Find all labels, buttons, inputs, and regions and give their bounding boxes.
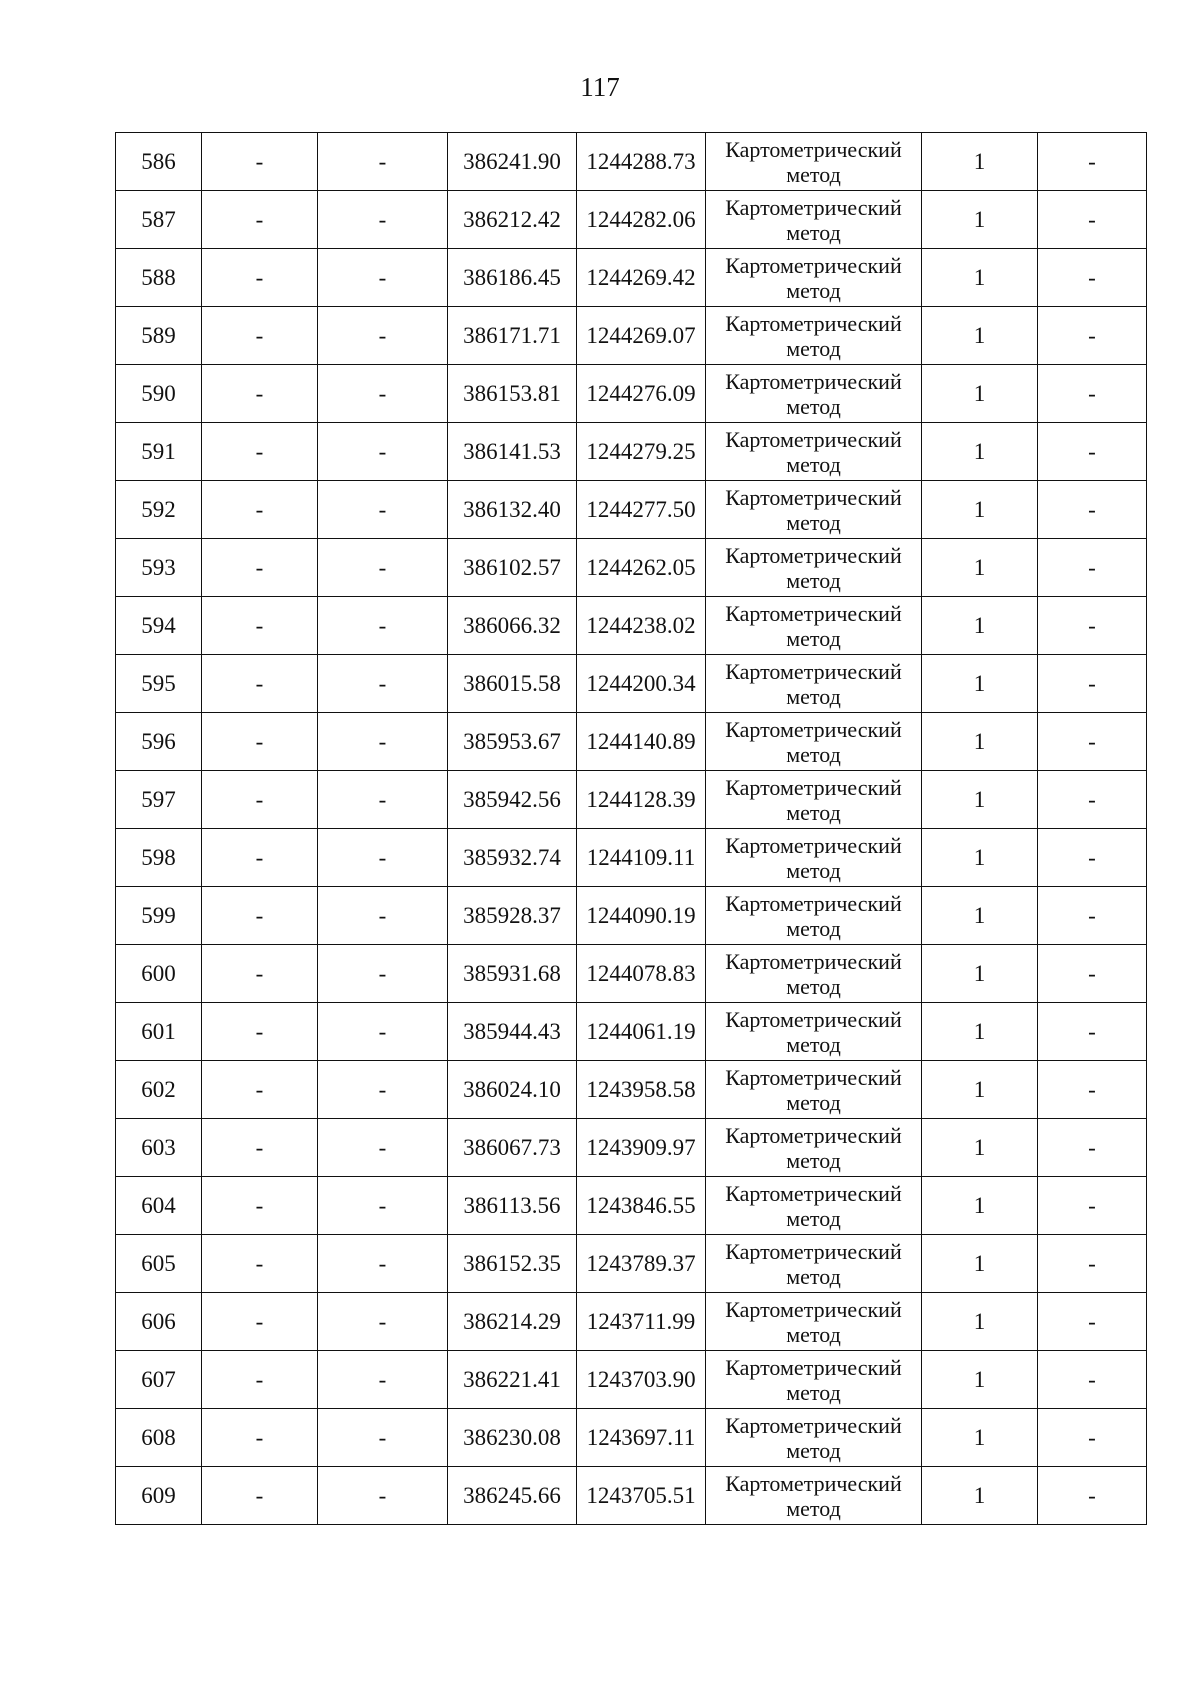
- table-row: [116, 423, 1147, 481]
- empty-dash-cell: -: [1038, 1177, 1147, 1235]
- coordinate-y-cell: 1243711.99: [577, 1293, 706, 1351]
- method-text-line2: метод: [786, 335, 841, 361]
- empty-dash-cell: -: [202, 1293, 318, 1351]
- empty-dash-cell: -: [202, 481, 318, 539]
- empty-dash-cell: -: [318, 539, 448, 597]
- coordinate-x-cell: 386230.08: [448, 1409, 577, 1467]
- empty-dash-cell: -: [318, 481, 448, 539]
- accuracy-cell: 1: [922, 713, 1038, 771]
- coordinate-x-cell: 385953.67: [448, 713, 577, 771]
- empty-dash-cell: -: [1038, 423, 1147, 481]
- empty-dash-cell: -: [318, 1409, 448, 1467]
- coordinate-x-cell: 386212.42: [448, 191, 577, 249]
- table-row: [116, 365, 1147, 423]
- point-number-cell: 607: [116, 1351, 202, 1409]
- empty-dash-cell: -: [318, 829, 448, 887]
- coordinate-y-cell: 1244109.11: [577, 829, 706, 887]
- method-text-line1: Картометрический: [725, 194, 902, 220]
- table-row: [116, 1235, 1147, 1293]
- coordinate-y-cell: 1243697.11: [577, 1409, 706, 1467]
- method-text-line2: метод: [786, 741, 841, 767]
- accuracy-cell: 1: [922, 539, 1038, 597]
- empty-dash-cell: -: [202, 191, 318, 249]
- method-cell: [706, 539, 922, 597]
- empty-dash-cell: -: [202, 829, 318, 887]
- accuracy-cell: 1: [922, 1351, 1038, 1409]
- coordinate-x-cell: 386221.41: [448, 1351, 577, 1409]
- table-row: [116, 655, 1147, 713]
- coordinate-x-cell: 386171.71: [448, 307, 577, 365]
- coordinate-y-cell: 1244276.09: [577, 365, 706, 423]
- method-text-line2: метод: [786, 1379, 841, 1405]
- empty-dash-cell: -: [1038, 829, 1147, 887]
- empty-dash-cell: -: [202, 423, 318, 481]
- point-number-cell: 606: [116, 1293, 202, 1351]
- point-number-cell: 589: [116, 307, 202, 365]
- empty-dash-cell: -: [318, 249, 448, 307]
- empty-dash-cell: -: [202, 713, 318, 771]
- method-text-line1: Картометрический: [725, 832, 902, 858]
- accuracy-cell: 1: [922, 1467, 1038, 1525]
- coordinate-y-cell: 1244262.05: [577, 539, 706, 597]
- accuracy-cell: 1: [922, 481, 1038, 539]
- empty-dash-cell: -: [202, 1177, 318, 1235]
- method-text-line1: Картометрический: [725, 1064, 902, 1090]
- method-text-line2: метод: [786, 915, 841, 941]
- method-text-line1: Картометрический: [725, 310, 902, 336]
- table-body: [116, 133, 1147, 1525]
- empty-dash-cell: -: [202, 307, 318, 365]
- coordinate-x-cell: 386186.45: [448, 249, 577, 307]
- point-number-cell: 603: [116, 1119, 202, 1177]
- coordinate-y-cell: 1244128.39: [577, 771, 706, 829]
- method-cell: [706, 307, 922, 365]
- accuracy-cell: 1: [922, 1177, 1038, 1235]
- coordinate-y-cell: 1243846.55: [577, 1177, 706, 1235]
- point-number-cell: 594: [116, 597, 202, 655]
- empty-dash-cell: -: [1038, 1409, 1147, 1467]
- table-row: [116, 133, 1147, 191]
- coordinate-x-cell: 386067.73: [448, 1119, 577, 1177]
- accuracy-cell: 1: [922, 1409, 1038, 1467]
- table-row: [116, 945, 1147, 1003]
- method-cell: [706, 133, 922, 191]
- empty-dash-cell: -: [318, 713, 448, 771]
- table-row: [116, 191, 1147, 249]
- empty-dash-cell: -: [1038, 945, 1147, 1003]
- method-text-line1: Картометрический: [725, 484, 902, 510]
- coordinate-x-cell: 386141.53: [448, 423, 577, 481]
- table-row: [116, 1467, 1147, 1525]
- accuracy-cell: 1: [922, 1293, 1038, 1351]
- coordinate-x-cell: 386153.81: [448, 365, 577, 423]
- method-text-line1: Картометрический: [725, 1412, 902, 1438]
- empty-dash-cell: -: [1038, 1235, 1147, 1293]
- empty-dash-cell: -: [202, 1061, 318, 1119]
- coordinate-x-cell: 385931.68: [448, 945, 577, 1003]
- accuracy-cell: 1: [922, 249, 1038, 307]
- method-cell: [706, 1409, 922, 1467]
- empty-dash-cell: -: [1038, 597, 1147, 655]
- point-number-cell: 602: [116, 1061, 202, 1119]
- coordinate-x-cell: 385944.43: [448, 1003, 577, 1061]
- coordinate-x-cell: 386024.10: [448, 1061, 577, 1119]
- coordinate-y-cell: 1243789.37: [577, 1235, 706, 1293]
- method-text-line2: метод: [786, 857, 841, 883]
- method-cell: [706, 1467, 922, 1525]
- method-text-line1: Картометрический: [725, 1296, 902, 1322]
- method-text-line1: Картометрический: [725, 948, 902, 974]
- coordinate-x-cell: 386102.57: [448, 539, 577, 597]
- accuracy-cell: 1: [922, 945, 1038, 1003]
- point-number-cell: 592: [116, 481, 202, 539]
- point-number-cell: 593: [116, 539, 202, 597]
- empty-dash-cell: -: [318, 1003, 448, 1061]
- table-row: [116, 1351, 1147, 1409]
- table-row: [116, 771, 1147, 829]
- method-text-line2: метод: [786, 1321, 841, 1347]
- method-cell: [706, 1351, 922, 1409]
- empty-dash-cell: -: [202, 945, 318, 1003]
- method-cell: [706, 655, 922, 713]
- empty-dash-cell: -: [1038, 713, 1147, 771]
- coordinate-x-cell: 386132.40: [448, 481, 577, 539]
- coordinate-y-cell: 1244078.83: [577, 945, 706, 1003]
- coordinate-y-cell: 1244269.42: [577, 249, 706, 307]
- empty-dash-cell: -: [1038, 307, 1147, 365]
- table-row: [116, 887, 1147, 945]
- coordinate-x-cell: 385932.74: [448, 829, 577, 887]
- empty-dash-cell: -: [202, 597, 318, 655]
- point-number-cell: 597: [116, 771, 202, 829]
- method-cell: [706, 887, 922, 945]
- empty-dash-cell: -: [1038, 539, 1147, 597]
- empty-dash-cell: -: [318, 655, 448, 713]
- table-row: [116, 597, 1147, 655]
- coordinate-x-cell: 385928.37: [448, 887, 577, 945]
- accuracy-cell: 1: [922, 133, 1038, 191]
- point-number-cell: 586: [116, 133, 202, 191]
- method-text-line2: метод: [786, 973, 841, 999]
- coordinate-x-cell: 385942.56: [448, 771, 577, 829]
- empty-dash-cell: -: [1038, 365, 1147, 423]
- empty-dash-cell: -: [318, 133, 448, 191]
- point-number-cell: 596: [116, 713, 202, 771]
- method-text-line1: Картометрический: [725, 1470, 902, 1496]
- method-text-line1: Картометрический: [725, 658, 902, 684]
- coordinate-y-cell: 1243958.58: [577, 1061, 706, 1119]
- point-number-cell: 591: [116, 423, 202, 481]
- empty-dash-cell: -: [1038, 1003, 1147, 1061]
- method-text-line2: метод: [786, 799, 841, 825]
- point-number-cell: 598: [116, 829, 202, 887]
- table-row: [116, 1061, 1147, 1119]
- method-text-line1: Картометрический: [725, 368, 902, 394]
- point-number-cell: 590: [116, 365, 202, 423]
- point-number-cell: 609: [116, 1467, 202, 1525]
- empty-dash-cell: -: [1038, 1351, 1147, 1409]
- method-text-line2: метод: [786, 1263, 841, 1289]
- coordinate-x-cell: 386015.58: [448, 655, 577, 713]
- coordinate-y-cell: 1244282.06: [577, 191, 706, 249]
- method-cell: [706, 1293, 922, 1351]
- method-text-line1: Картометрический: [725, 716, 902, 742]
- empty-dash-cell: -: [318, 1235, 448, 1293]
- method-text-line1: Картометрический: [725, 136, 902, 162]
- accuracy-cell: 1: [922, 887, 1038, 945]
- empty-dash-cell: -: [202, 1467, 318, 1525]
- accuracy-cell: 1: [922, 365, 1038, 423]
- empty-dash-cell: -: [202, 539, 318, 597]
- empty-dash-cell: -: [1038, 1061, 1147, 1119]
- method-text-line1: Картометрический: [725, 1354, 902, 1380]
- empty-dash-cell: -: [318, 1467, 448, 1525]
- method-cell: [706, 191, 922, 249]
- method-text-line2: метод: [786, 625, 841, 651]
- coordinate-y-cell: 1243705.51: [577, 1467, 706, 1525]
- method-text-line2: метод: [786, 277, 841, 303]
- coordinate-x-cell: 386066.32: [448, 597, 577, 655]
- coordinate-y-cell: 1244090.19: [577, 887, 706, 945]
- table-row: [116, 1177, 1147, 1235]
- empty-dash-cell: -: [1038, 771, 1147, 829]
- table-row: [116, 249, 1147, 307]
- method-text-line1: Картометрический: [725, 1006, 902, 1032]
- empty-dash-cell: -: [318, 597, 448, 655]
- empty-dash-cell: -: [318, 191, 448, 249]
- coordinate-x-cell: 386152.35: [448, 1235, 577, 1293]
- coordinate-x-cell: 386245.66: [448, 1467, 577, 1525]
- table-row: [116, 307, 1147, 365]
- empty-dash-cell: -: [1038, 1119, 1147, 1177]
- method-text-line1: Картометрический: [725, 1180, 902, 1206]
- accuracy-cell: 1: [922, 1061, 1038, 1119]
- method-text-line2: метод: [786, 1495, 841, 1521]
- accuracy-cell: 1: [922, 829, 1038, 887]
- method-cell: [706, 481, 922, 539]
- empty-dash-cell: -: [318, 945, 448, 1003]
- empty-dash-cell: -: [318, 423, 448, 481]
- empty-dash-cell: -: [318, 1119, 448, 1177]
- empty-dash-cell: -: [1038, 191, 1147, 249]
- empty-dash-cell: -: [1038, 133, 1147, 191]
- method-cell: [706, 1177, 922, 1235]
- table-row: [116, 1293, 1147, 1351]
- coordinate-x-cell: 386214.29: [448, 1293, 577, 1351]
- empty-dash-cell: -: [318, 887, 448, 945]
- point-number-cell: 588: [116, 249, 202, 307]
- method-text-line1: Картометрический: [725, 1122, 902, 1148]
- empty-dash-cell: -: [202, 1119, 318, 1177]
- point-number-cell: 587: [116, 191, 202, 249]
- method-text-line2: метод: [786, 393, 841, 419]
- coordinate-y-cell: 1244061.19: [577, 1003, 706, 1061]
- point-number-cell: 595: [116, 655, 202, 713]
- method-text-line2: метод: [786, 567, 841, 593]
- method-cell: [706, 829, 922, 887]
- method-text-line2: метод: [786, 1437, 841, 1463]
- method-cell: [706, 249, 922, 307]
- empty-dash-cell: -: [202, 133, 318, 191]
- method-cell: [706, 365, 922, 423]
- accuracy-cell: 1: [922, 1003, 1038, 1061]
- method-text-line1: Картометрический: [725, 426, 902, 452]
- accuracy-cell: 1: [922, 423, 1038, 481]
- coordinate-y-cell: 1244288.73: [577, 133, 706, 191]
- empty-dash-cell: -: [1038, 1467, 1147, 1525]
- coordinate-y-cell: 1243909.97: [577, 1119, 706, 1177]
- coordinate-x-cell: 386241.90: [448, 133, 577, 191]
- empty-dash-cell: -: [318, 1061, 448, 1119]
- point-number-cell: 604: [116, 1177, 202, 1235]
- empty-dash-cell: -: [1038, 655, 1147, 713]
- method-text-line1: Картометрический: [725, 600, 902, 626]
- coordinate-y-cell: 1244277.50: [577, 481, 706, 539]
- empty-dash-cell: -: [318, 365, 448, 423]
- method-text-line1: Картометрический: [725, 252, 902, 278]
- empty-dash-cell: -: [202, 249, 318, 307]
- method-text-line2: метод: [786, 1205, 841, 1231]
- empty-dash-cell: -: [202, 365, 318, 423]
- method-cell: [706, 423, 922, 481]
- method-text-line2: метод: [786, 1031, 841, 1057]
- empty-dash-cell: -: [318, 1351, 448, 1409]
- method-cell: [706, 771, 922, 829]
- coordinate-y-cell: 1244279.25: [577, 423, 706, 481]
- table-row: [116, 1003, 1147, 1061]
- method-cell: [706, 1061, 922, 1119]
- method-text-line2: метод: [786, 509, 841, 535]
- method-text-line2: метод: [786, 683, 841, 709]
- accuracy-cell: 1: [922, 307, 1038, 365]
- empty-dash-cell: -: [202, 887, 318, 945]
- point-number-cell: 600: [116, 945, 202, 1003]
- coordinates-table: [115, 132, 1147, 1525]
- table-row: [116, 1119, 1147, 1177]
- method-text-line1: Картометрический: [725, 542, 902, 568]
- coordinate-x-cell: 386113.56: [448, 1177, 577, 1235]
- accuracy-cell: 1: [922, 1235, 1038, 1293]
- point-number-cell: 605: [116, 1235, 202, 1293]
- method-text-line2: метод: [786, 219, 841, 245]
- method-text-line1: Картометрический: [725, 1238, 902, 1264]
- coordinate-y-cell: 1244238.02: [577, 597, 706, 655]
- method-text-line1: Картометрический: [725, 774, 902, 800]
- accuracy-cell: 1: [922, 597, 1038, 655]
- table-row: [116, 713, 1147, 771]
- point-number-cell: 599: [116, 887, 202, 945]
- accuracy-cell: 1: [922, 191, 1038, 249]
- empty-dash-cell: -: [202, 1235, 318, 1293]
- point-number-cell: 608: [116, 1409, 202, 1467]
- method-text-line1: Картометрический: [725, 890, 902, 916]
- point-number-cell: 601: [116, 1003, 202, 1061]
- empty-dash-cell: -: [1038, 249, 1147, 307]
- table-row: [116, 481, 1147, 539]
- empty-dash-cell: -: [1038, 887, 1147, 945]
- method-cell: [706, 1003, 922, 1061]
- method-cell: [706, 713, 922, 771]
- empty-dash-cell: -: [318, 771, 448, 829]
- method-text-line2: метод: [786, 1147, 841, 1173]
- accuracy-cell: 1: [922, 1119, 1038, 1177]
- method-cell: [706, 1235, 922, 1293]
- method-cell: [706, 945, 922, 1003]
- coordinate-y-cell: 1244200.34: [577, 655, 706, 713]
- method-text-line2: метод: [786, 161, 841, 187]
- page-number: 117: [580, 72, 620, 102]
- empty-dash-cell: -: [318, 1293, 448, 1351]
- accuracy-cell: 1: [922, 655, 1038, 713]
- empty-dash-cell: -: [202, 1003, 318, 1061]
- empty-dash-cell: -: [318, 307, 448, 365]
- method-cell: [706, 1119, 922, 1177]
- empty-dash-cell: -: [202, 1409, 318, 1467]
- table-row: [116, 829, 1147, 887]
- method-cell: [706, 597, 922, 655]
- coordinate-y-cell: 1244140.89: [577, 713, 706, 771]
- empty-dash-cell: -: [318, 1177, 448, 1235]
- empty-dash-cell: -: [1038, 1293, 1147, 1351]
- accuracy-cell: 1: [922, 771, 1038, 829]
- coordinate-y-cell: 1243703.90: [577, 1351, 706, 1409]
- table-row: [116, 539, 1147, 597]
- empty-dash-cell: -: [202, 1351, 318, 1409]
- empty-dash-cell: -: [1038, 481, 1147, 539]
- empty-dash-cell: -: [202, 771, 318, 829]
- method-text-line2: метод: [786, 1089, 841, 1115]
- table-row: [116, 1409, 1147, 1467]
- method-text-line2: метод: [786, 451, 841, 477]
- empty-dash-cell: -: [202, 655, 318, 713]
- coordinate-y-cell: 1244269.07: [577, 307, 706, 365]
